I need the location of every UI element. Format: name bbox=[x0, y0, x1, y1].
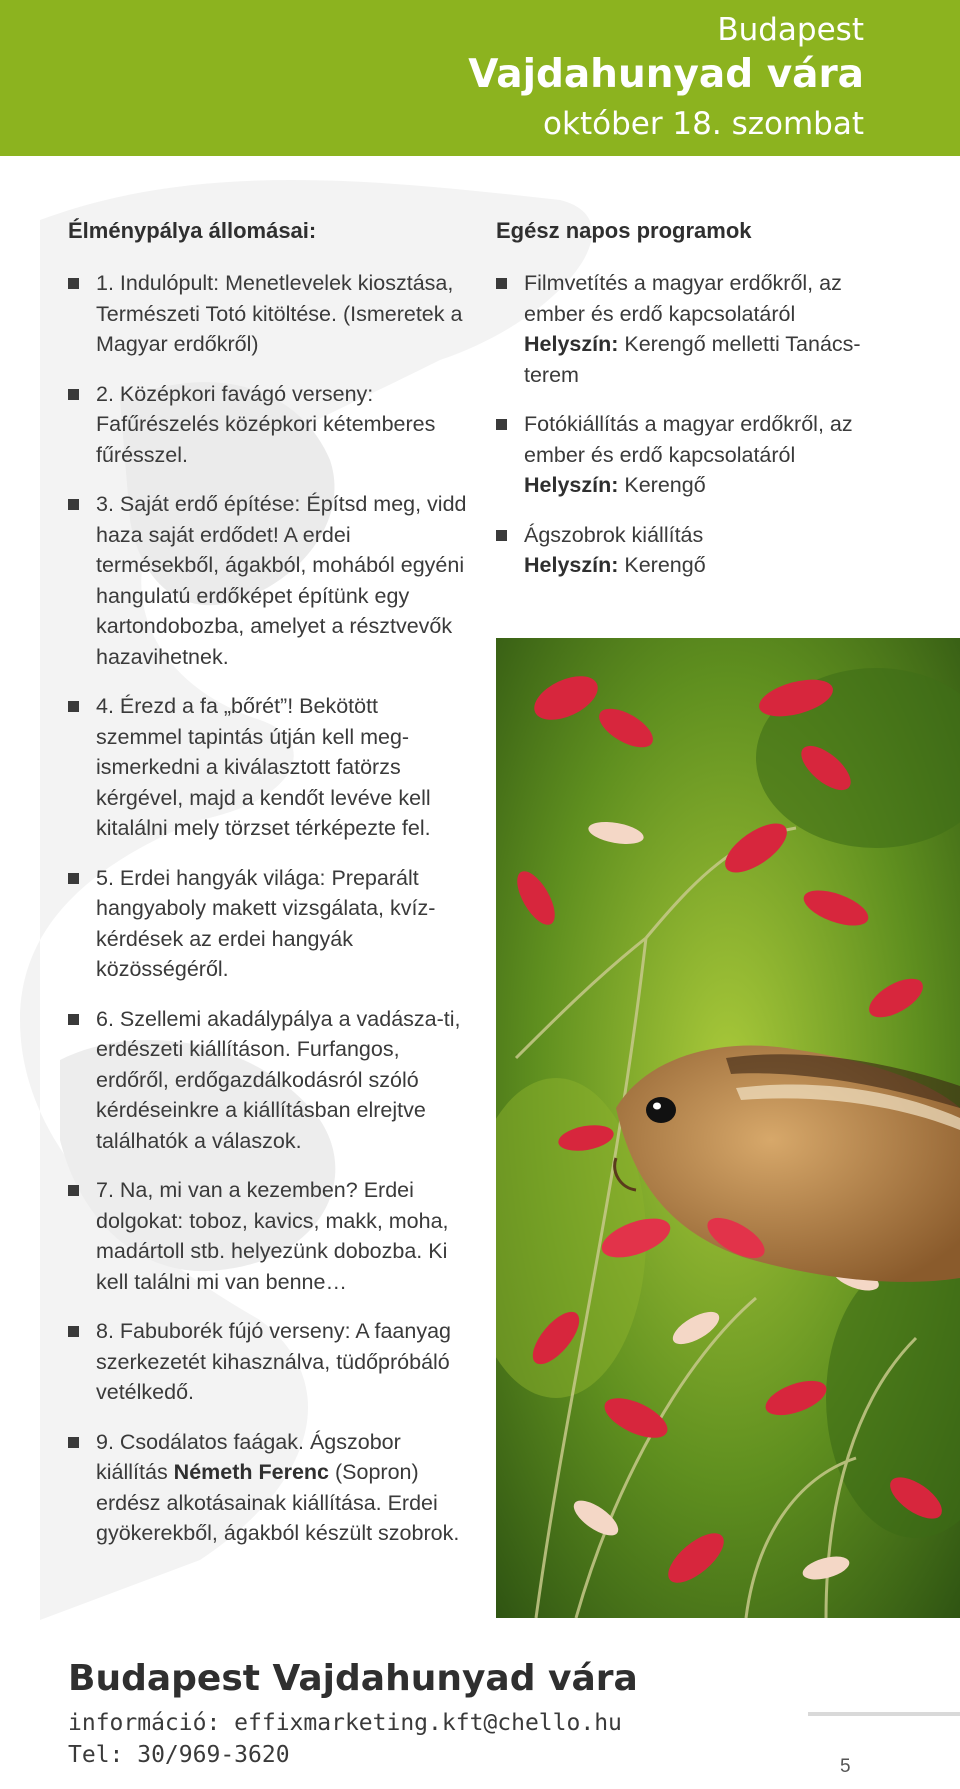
footer-divider bbox=[808, 1712, 960, 1716]
location-value: Kerengő melletti Tanács-terem bbox=[524, 332, 861, 387]
bullet-square-icon bbox=[68, 499, 79, 510]
program-text: Filmvetítés a magyar erdőkről, az ember és erdő kapcsolatáról bbox=[524, 271, 842, 326]
location-value: Kerengő bbox=[618, 473, 706, 497]
location-value: Kerengő bbox=[618, 553, 706, 577]
list-item-text: 1. Indulópult: Menetlevelek kiosztása, Természeti Totó kitöltése. (Ismeretek a Magyar erdőkről) bbox=[96, 271, 463, 356]
list-item bbox=[68, 1427, 468, 1549]
list-item-text: 8. Fabuborék fújó verseny: A faanyag szerkezetét kihasználva, tüdőpróbáló vetélkedő. bbox=[96, 1319, 451, 1404]
list-item bbox=[68, 268, 468, 360]
list-item-text: 4. Érezd a fa „bőrét”! Bekötött szemmel tapintás útján kell meg-ismerkedni a kiválasztott fatörzs kérgével, majd a kendőt levéve kell kitalálni mely törzset térképezte fel. bbox=[96, 694, 431, 840]
bullet-square-icon bbox=[496, 278, 507, 289]
footer-contact-email: információ: effixmarketing.kft@chello.hu bbox=[68, 1710, 622, 1736]
program-text: Ágszobrok kiállítás bbox=[524, 522, 704, 547]
bullet-square-icon bbox=[68, 701, 79, 712]
list-item bbox=[68, 1316, 468, 1408]
list-item-text: 7. Na, mi van a kezemben? Erdei dolgokat: toboz, kavics, makk, moha, madártoll stb. helyezünk dobozba. Ki kell találni mi van benne… bbox=[96, 1178, 449, 1294]
program-text: Fotókiállítás a magyar erdőkről, az ember és erdő kapcsolatáról bbox=[524, 412, 853, 467]
list-item bbox=[496, 268, 896, 390]
list-item bbox=[68, 1175, 468, 1297]
programs-list bbox=[496, 268, 896, 581]
bullet-square-icon bbox=[68, 1185, 79, 1196]
list-item bbox=[68, 691, 468, 844]
list-item-text: 2. Középkori favágó verseny: Fafűrészelés középkori kétemberes fűrésszel. bbox=[96, 381, 436, 467]
list-item bbox=[68, 863, 468, 985]
footer-phone: Tel: 30/969-3620 bbox=[68, 1742, 290, 1768]
stations-list bbox=[68, 268, 468, 1549]
bullet-square-icon bbox=[68, 389, 79, 400]
location-label: Helyszín: bbox=[524, 473, 619, 497]
stations-column bbox=[68, 218, 468, 1568]
list-item bbox=[68, 489, 468, 672]
list-item-text: 5. Erdei hangyák világa: Preparált hangyaboly makett vizsgálata, kvíz-kérdések az erdei hangyák közösségéről. bbox=[96, 865, 436, 981]
bullet-square-icon bbox=[68, 1326, 79, 1337]
bullet-square-icon bbox=[496, 530, 507, 541]
header-date: október 18. szombat bbox=[543, 106, 864, 142]
list-item-text: 6. Szellemi akadálypálya a vadásza-ti, erdészeti kiállításon. Furfangos, erdőről, erdőgazdálkodásról szóló kérdéseinkre a kiállításban elrejtve találhatók a válaszok. bbox=[96, 1006, 461, 1153]
list-item bbox=[68, 1004, 468, 1157]
bullet-square-icon bbox=[68, 1014, 79, 1025]
bullet-square-icon bbox=[68, 1437, 79, 1448]
page-number: 5 bbox=[840, 1756, 851, 1777]
location-label: Helyszín: bbox=[524, 332, 619, 356]
bullet-square-icon bbox=[68, 278, 79, 289]
exhibitor-name: Németh Ferenc bbox=[173, 1460, 330, 1484]
squirrel-flowers-photo bbox=[496, 638, 960, 1618]
header-banner bbox=[0, 0, 960, 156]
stations-heading: Élménypálya állomásai: bbox=[68, 218, 317, 243]
list-item bbox=[496, 520, 896, 581]
header-city: Budapest bbox=[717, 12, 864, 48]
list-item bbox=[496, 409, 896, 501]
photo-illustration bbox=[496, 638, 960, 1618]
header-title: Vajdahunyad vára bbox=[468, 52, 864, 97]
list-item-text: 3. Saját erdő építése: Építsd meg, vidd haza saját erdődet! A erdei termésekből, ágakból, mohából egyéni hangulatú erdőképet építünk egy kartondobozba, amelyet a résztvevők hazavihetnek. bbox=[96, 492, 467, 669]
programs-column bbox=[496, 218, 896, 600]
programs-heading: Egész napos programok bbox=[496, 218, 752, 243]
footer-title: Budapest Vajdahunyad vára bbox=[68, 1658, 638, 1699]
list-item-text-post: (Sopron) erdész alkotásainak kiállítása. Erdei gyökerekből, ágakból készült szobrok. bbox=[96, 1460, 460, 1545]
bullet-square-icon bbox=[68, 873, 79, 884]
list-item bbox=[68, 379, 468, 471]
bullet-square-icon bbox=[496, 419, 507, 430]
location-label: Helyszín: bbox=[524, 553, 619, 577]
list-item-text-pre: 9. Csodálatos faágak. Ágszobor kiállítás bbox=[96, 1429, 401, 1484]
